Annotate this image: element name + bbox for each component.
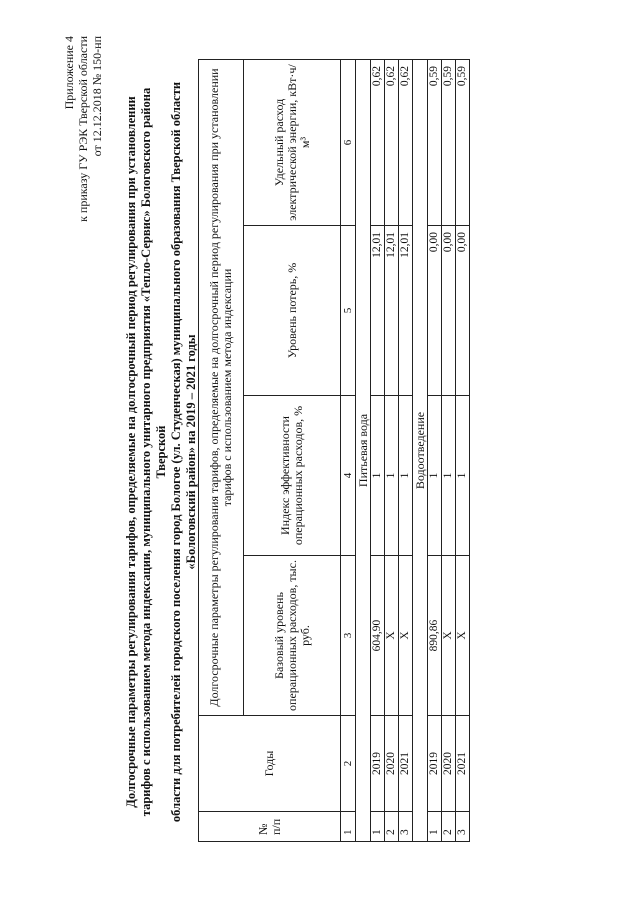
cell: 0,00 bbox=[428, 226, 442, 396]
cell: 3 bbox=[456, 812, 470, 842]
appendix-line-2: к приказу ГУ РЭК Тверской области bbox=[76, 36, 90, 222]
cell: 0,59 bbox=[428, 59, 442, 225]
header-col3: Базовый уровень операционных расходов, тыс. руб. bbox=[244, 556, 341, 716]
cell: 2021 bbox=[399, 716, 413, 812]
cell: 0,62 bbox=[399, 59, 413, 225]
section-row bbox=[356, 59, 371, 841]
cell: 2 bbox=[442, 812, 456, 842]
cell: 1 bbox=[428, 396, 442, 556]
cell: 12,01 bbox=[371, 226, 385, 396]
table-row bbox=[428, 59, 442, 841]
cell: 0,59 bbox=[456, 59, 470, 225]
appendix-line-3: от 12.12.2018 № 150-нп bbox=[90, 36, 104, 157]
cell: 0,59 bbox=[442, 59, 456, 225]
colnum-5: 5 bbox=[341, 226, 356, 396]
cell: 0,62 bbox=[385, 59, 399, 225]
appendix-line-1: Приложение 4 bbox=[62, 36, 76, 110]
colnum-2: 2 bbox=[341, 716, 356, 812]
header-num: № п/п bbox=[199, 812, 341, 842]
table-row bbox=[385, 59, 399, 841]
title-line-3: области для потребителей городского поселения город Бологое (ул. Студенческая) муниципального образования Тверской области bbox=[169, 81, 183, 823]
cell: 2021 bbox=[456, 716, 470, 812]
header-col6: Удельный расход электрической энергии, кВт·ч/м³ bbox=[244, 59, 341, 225]
cell: 1 bbox=[456, 396, 470, 556]
cell: Х bbox=[442, 556, 456, 716]
cell: 12,01 bbox=[399, 226, 413, 396]
table-row bbox=[371, 59, 385, 841]
cell: 12,01 bbox=[385, 226, 399, 396]
cell: 2020 bbox=[385, 716, 399, 812]
table-header-row-1 bbox=[199, 59, 244, 841]
cell: 1 bbox=[371, 812, 385, 842]
cell: Х bbox=[385, 556, 399, 716]
cell: 0,00 bbox=[442, 226, 456, 396]
header-years: Годы bbox=[199, 716, 341, 812]
cell: 1 bbox=[442, 396, 456, 556]
cell: 3 bbox=[399, 812, 413, 842]
cell: 1 bbox=[399, 396, 413, 556]
cell: 2019 bbox=[428, 716, 442, 812]
cell: Х bbox=[456, 556, 470, 716]
parameters-table bbox=[198, 59, 470, 842]
document-title bbox=[124, 60, 199, 844]
cell: 2020 bbox=[442, 716, 456, 812]
column-numbers-row bbox=[341, 59, 356, 841]
table-row bbox=[456, 59, 470, 841]
section-title: Водоотведение bbox=[413, 59, 428, 841]
cell: 1 bbox=[371, 396, 385, 556]
header-col5: Уровень потерь, % bbox=[244, 226, 341, 396]
cell: 1 bbox=[385, 396, 399, 556]
cell: 1 bbox=[428, 812, 442, 842]
header-group: Долгосрочные параметры регулирования тарифов, определяемые на долгосрочный период регулирования при установлении тарифов с использованием метода индексации bbox=[199, 59, 244, 715]
appendix-header bbox=[62, 36, 104, 336]
colnum-3: 3 bbox=[341, 556, 356, 716]
cell: 604,90 bbox=[371, 556, 385, 716]
cell: 0,00 bbox=[456, 226, 470, 396]
cell: Х bbox=[399, 556, 413, 716]
colnum-6: 6 bbox=[341, 59, 356, 225]
cell: 2 bbox=[385, 812, 399, 842]
title-line-1: Долгосрочные параметры регулирования тарифов, определяемые на долгосрочный период регулирования при установлении bbox=[124, 96, 138, 808]
cell: 890,86 bbox=[428, 556, 442, 716]
colnum-4: 4 bbox=[341, 396, 356, 556]
table-row bbox=[399, 59, 413, 841]
cell: 2019 bbox=[371, 716, 385, 812]
section-row bbox=[413, 59, 428, 841]
colnum-1: 1 bbox=[341, 812, 356, 842]
title-line-4: «Бологовский район» на 2019 – 2021 годы bbox=[184, 334, 198, 570]
cell: 0,62 bbox=[371, 59, 385, 225]
table-row bbox=[442, 59, 456, 841]
section-title: Питьевая вода bbox=[356, 59, 371, 841]
header-col4: Индекс эффективности операционных расходов, % bbox=[244, 396, 341, 556]
title-line-2: тарифов с использованием метода индексации, муниципального унитарного предприятия «Тепло-Сервис» Бологовского района Тверской bbox=[139, 87, 168, 817]
